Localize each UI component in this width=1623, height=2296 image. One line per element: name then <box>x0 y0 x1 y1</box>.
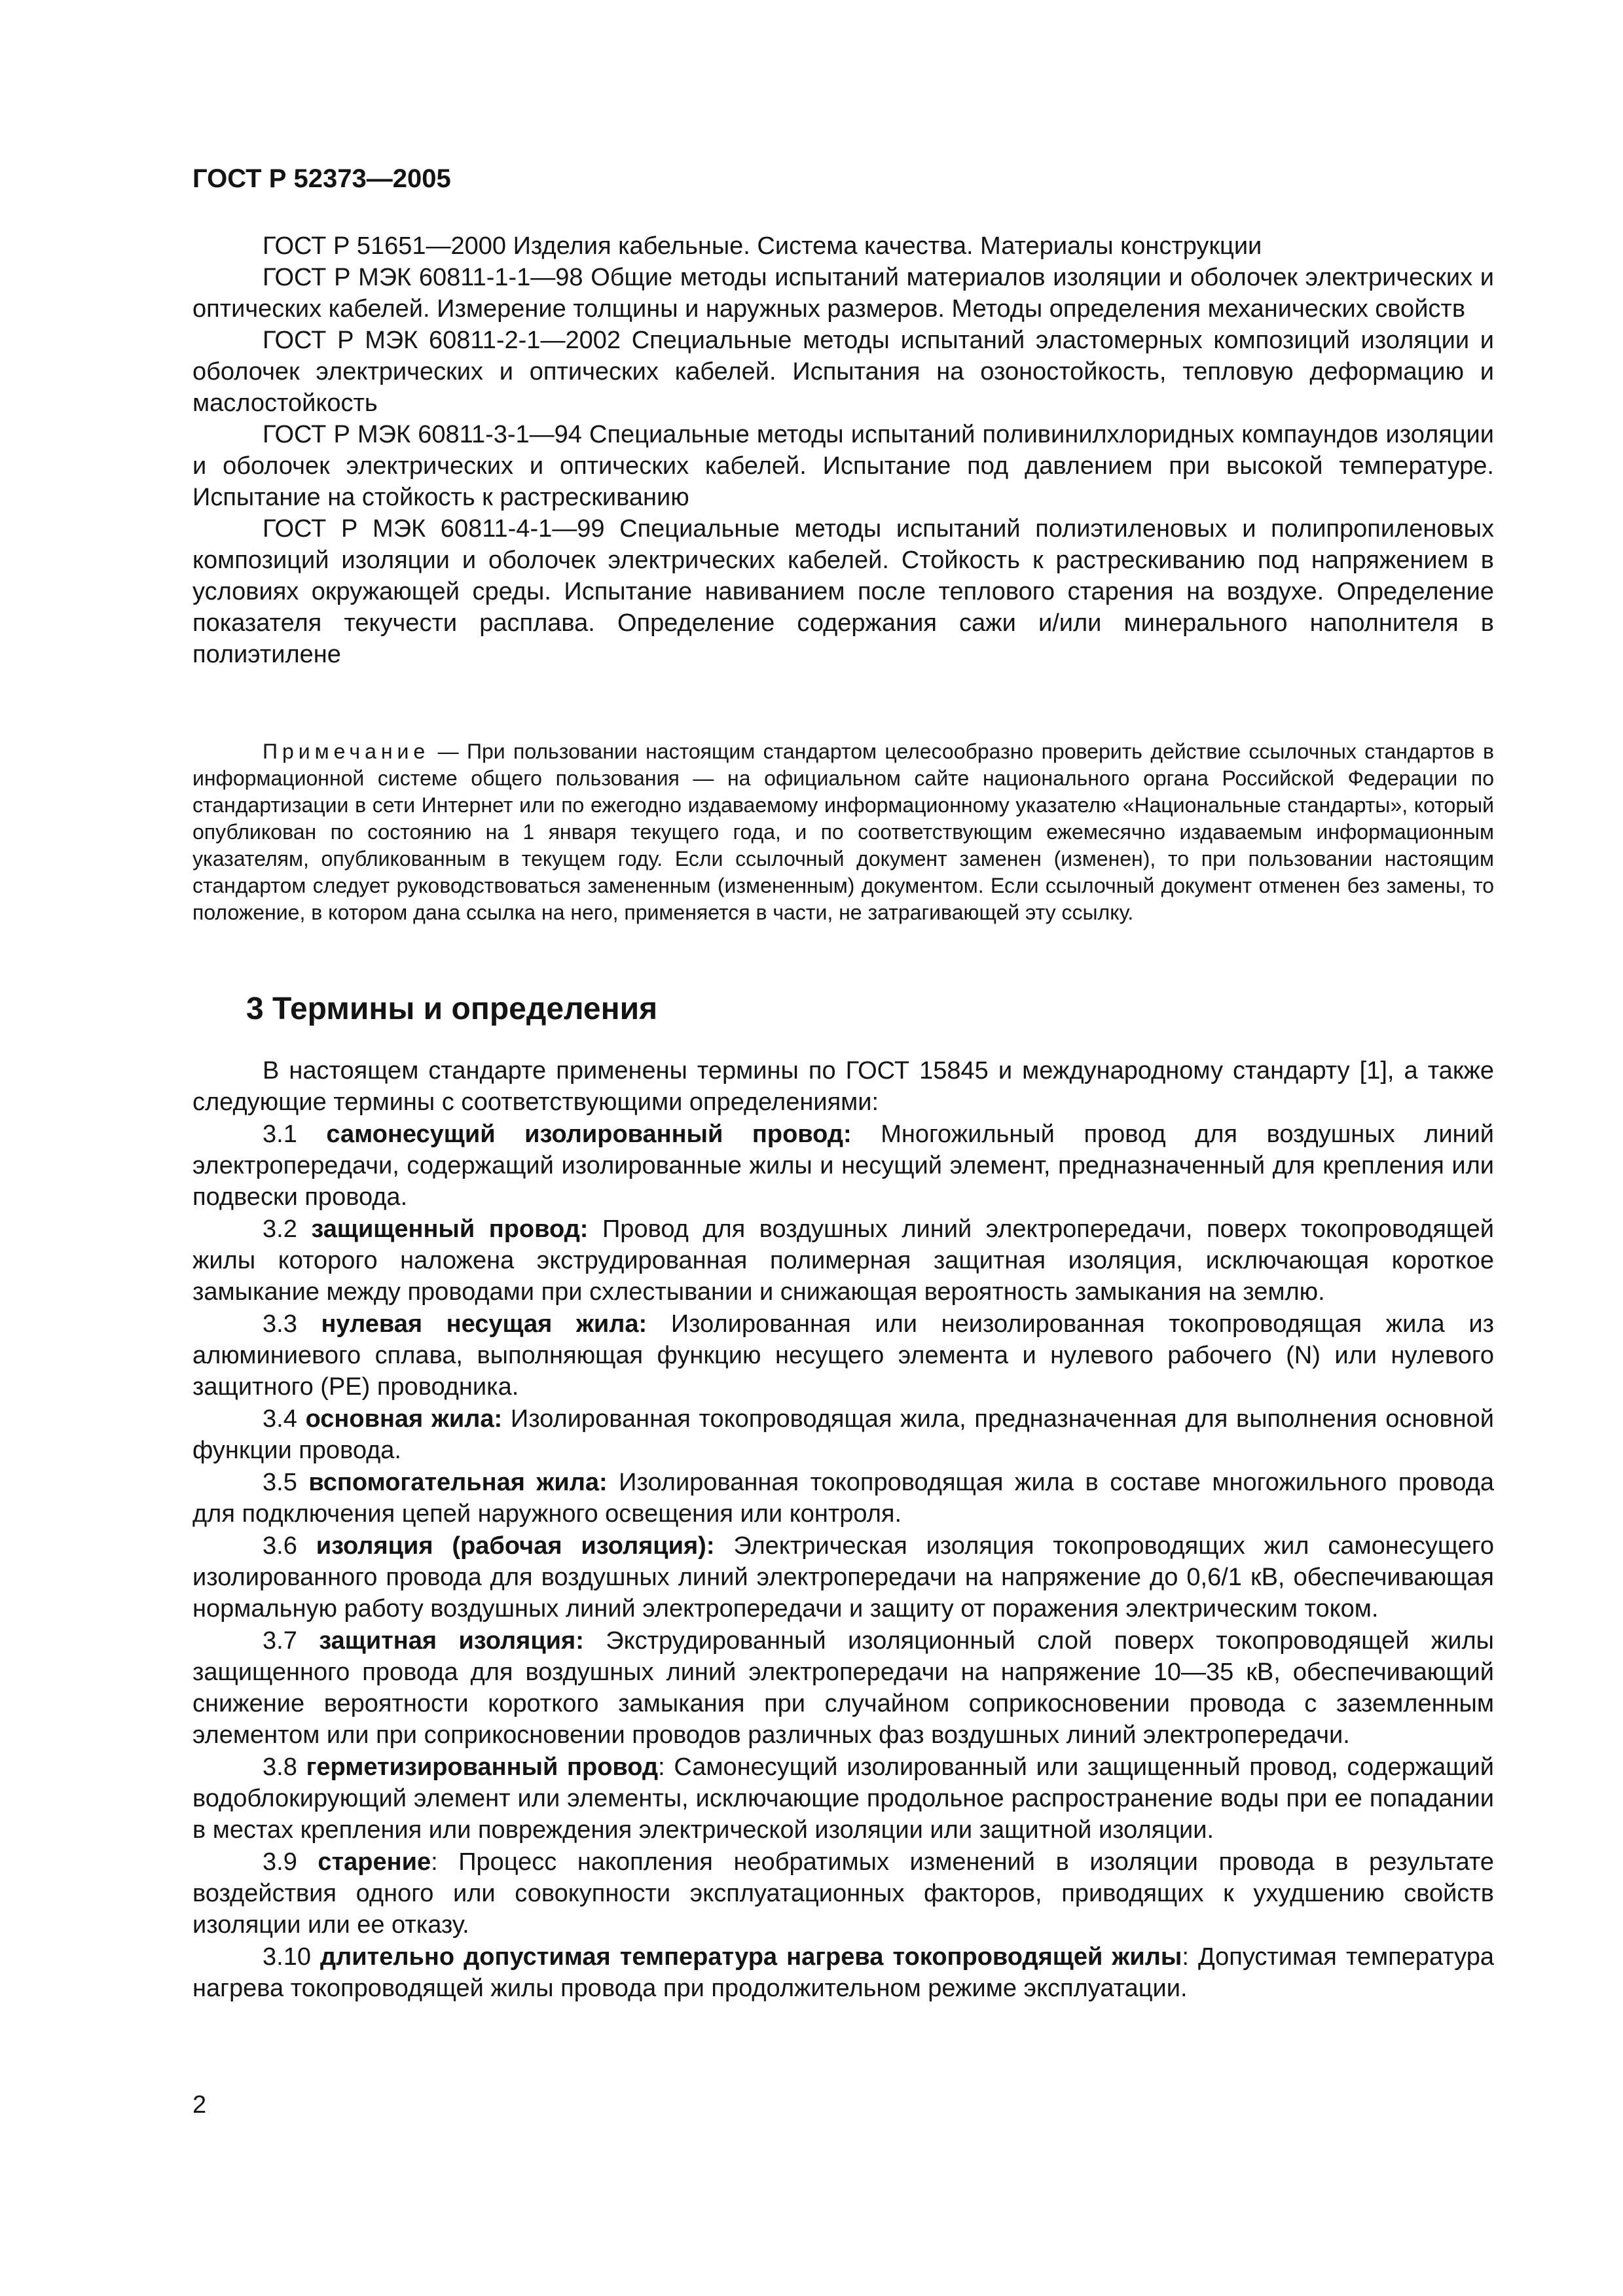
term-text: Провод для воздушных линий электропередачи, поверх токопроводящей жилы которого наложена экструдированная полимерная защитная изоляция, исключающая короткое замыкание между проводами при схлестывании и снижающая вероятность замыкания на землю. <box>192 1215 1494 1306</box>
term-number: 3.1 <box>263 1121 327 1148</box>
page-number: 2 <box>192 2091 207 2119</box>
term-number: 3.7 <box>263 1627 319 1655</box>
term-text: Изолированная или неизолированная токопроводящая жила из алюминиевого сплава, выполняющая функцию несущего элемента и нулевого рабочего (N) или нулевого защитного (PE) проводника. <box>192 1310 1494 1401</box>
reference-item: ГОСТ Р МЭК 60811-2-1—2002 Специальные методы испытаний эластомерных композиций изоляции и оболочек электрических и оптических кабелей. Испытания на озоностойкость, тепловую деформацию и маслостойкость <box>192 327 1494 417</box>
term-name: основная жила: <box>305 1405 503 1433</box>
term-name: защищенный провод: <box>311 1215 589 1243</box>
term-definition <box>192 1941 1494 2004</box>
term-name: длительно допустимая температура нагрева токопроводящей жилы <box>320 1943 1182 1971</box>
term-text: : Процесс накопления необратимых изменений в изоляции провода в результате воздействия одного или совокупности эксплуатационных факторов, приводящих к ухудшению свойств изоляции или ее отказу. <box>192 1848 1494 1939</box>
term-definition <box>192 1751 1494 1846</box>
term-name: нулевая несущая жила: <box>321 1310 647 1338</box>
term-number: 3.9 <box>263 1848 318 1876</box>
term-definition <box>192 1308 1494 1403</box>
term-definition <box>192 1530 1494 1624</box>
term-text: Изолированная токопроводящая жила в составе многожильного провода для подключения цепей наружного освещения или контроля. <box>192 1469 1494 1528</box>
term-definition <box>192 1213 1494 1308</box>
note-block <box>192 738 1494 926</box>
term-number: 3.3 <box>263 1310 321 1338</box>
term-text: Экструдированный изоляционный слой поверх токопроводящей жилы защищенного провода для воздушных линий электропередачи на напряжение 10—35 кВ, обеспечивающий снижение вероятности короткого замыкания при случайном соприкосновении провода с заземленным элементом или при соприкосновении проводов различных фаз воздушных линий электропередачи. <box>192 1627 1494 1749</box>
term-text: Электрическая изоляция токопроводящих жил самонесущего изолированного провода для воздушных линий электропередачи на напряжение до 0,6/1 кВ, обеспечивающая нормальную работу воздушных линий электропередачи и защиту от поражения электрическим током. <box>192 1532 1495 1623</box>
term-name: вспомогательная жила: <box>308 1469 608 1496</box>
term-definition <box>192 1467 1494 1530</box>
note-paragraph <box>192 738 1494 926</box>
term-name: герметизированный провод <box>306 1753 659 1781</box>
term-definition <box>192 1119 1494 1213</box>
reference-item: ГОСТ Р 51651—2000 Изделия кабельные. Система качества. Материалы конструкции <box>263 232 1262 260</box>
note-label: Примечание <box>263 740 430 763</box>
term-name: защитная изоляция: <box>319 1627 584 1655</box>
reference-item: ГОСТ Р МЭК 60811-4-1—99 Специальные методы испытаний полиэтиленовых и полипропиленовых композиций изоляции и оболочек электрических кабелей. Стойкость к растрескиванию под напряжением в условиях окружающей среды. Испытание навиванием после теплового старения на воздухе. Определение показателя текучести расплава. Определение содержания сажи и/или минерального наполнителя в полиэтилене <box>192 515 1494 668</box>
term-text: Изолированная токопроводящая жила, предназначенная для выполнения основной функции провода. <box>192 1405 1495 1464</box>
normative-references-list <box>192 230 1494 670</box>
section-title: 3 Термины и определения <box>246 992 658 1026</box>
note-text: — При пользовании настоящим стандартом целесообразно проверить действие ссылочных стандартов в информационной системе общего пользования — на официальном сайте национального органа Российской Федерации по стандартизации в сети Интернет или по ежегодно издаваемому информационному указателю «Национальные стандарты», который опубликован по состоянию на 1 января текущего года, и по соответствующим ежемесячно издаваемым информационным указателям, опубликованным в текущем году. Если ссылочный документ заменен (изменен), то при пользовании настоящим стандартом следует руководствоваться замененным (измененным) документом. Если ссылочный документ отменен без замены, то положение, в котором дана ссылка на него, применяется в части, не затрагивающей эту ссылку. <box>192 740 1494 924</box>
term-number: 3.5 <box>263 1469 309 1496</box>
term-number: 3.4 <box>263 1405 306 1433</box>
term-definition <box>192 1403 1494 1466</box>
term-text: Многожильный провод для воздушных линий электропередачи, содержащий изолированные жилы и несущий элемент, предназначенный для крепления или подвески провода. <box>192 1121 1494 1211</box>
term-number: 3.8 <box>263 1753 306 1781</box>
term-text: : Самонесущий изолированный или защищенный провод, содержащий водоблокирующий элемент или элементы, исключающие продольное распространение воды при ее попадании в местах крепления или повреждения электрической изоляции или защитной изоляции. <box>192 1753 1494 1844</box>
term-number: 3.2 <box>263 1215 312 1243</box>
reference-item: ГОСТ Р МЭК 60811-3-1—94 Специальные методы испытаний поливинилхлоридных компаундов изоляции и оболочек электрических и оптических кабелей. Испытание под давлением при высокой температуре. Испытание на стойкость к растрескиванию <box>192 421 1494 511</box>
term-name: старение <box>318 1848 431 1876</box>
term-definition <box>192 1625 1494 1751</box>
terms-list <box>192 1055 1494 2004</box>
term-number: 3.10 <box>263 1943 321 1971</box>
term-definition <box>192 1846 1494 1941</box>
term-text: : Допустимая температура нагрева токопроводящей жилы провода при продолжительном режиме эксплуатации. <box>192 1943 1495 2002</box>
document-header: ГОСТ Р 52373—2005 <box>192 164 451 193</box>
term-number: 3.6 <box>263 1532 316 1560</box>
term-name: изоляция (рабочая изоляция): <box>316 1532 715 1560</box>
term-name: самонесущий изолированный провод: <box>326 1121 852 1148</box>
reference-item: ГОСТ Р МЭК 60811-1-1—98 Общие методы испытаний материалов изоляции и оболочек электрических и оптических кабелей. Измерение толщины и наружных размеров. Методы определения механических свойств <box>192 264 1494 323</box>
terms-intro: В настоящем стандарте применены термины по ГОСТ 15845 и международному стандарту [1], а также следующие термины с соответствующими определениями: <box>192 1057 1494 1116</box>
